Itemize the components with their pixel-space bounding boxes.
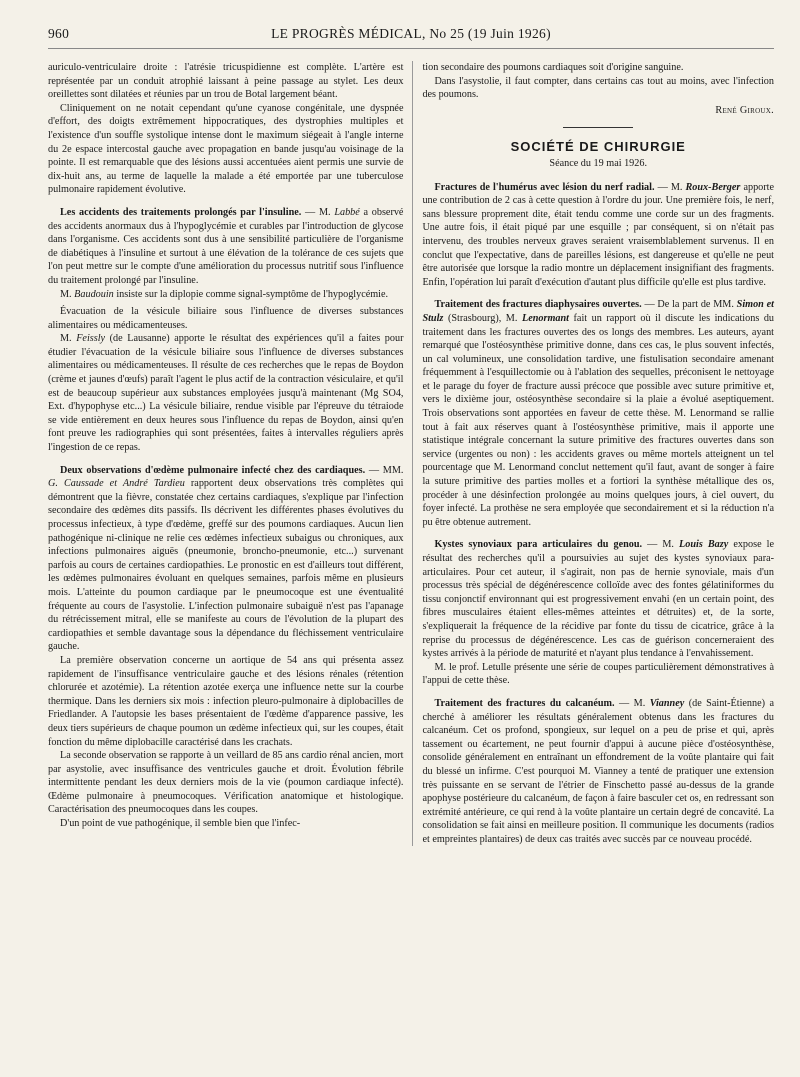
column-divider: [412, 61, 413, 846]
article-title: Fractures de l'humérus avec lésion du nerf radial.: [434, 181, 655, 193]
article-text: (Strasbourg), M.: [447, 312, 518, 324]
article-text: rapportent deux observations très complètes qui démontrent que la fièvre, constatée chez certains cardiaques, s'explique par l'infection secondaire des œdèmes dits passifs. Ils décrivent les différentes phases évolutives du processus infectieux, à type d'œdème, greffé sur des poumons cardiaques. Aucun lien pathogénique ni-clinique ne relie ces œdèmes infectieux subaigus ou chroniques, aux infections pulmonaires aiguës (pneumonie, broncho-pneumonie, etc...) survenant parfois au cours de certaines cardiopathies. Le pronostic en est d'ailleurs tout différent, les œdèmes pulmonaires évoluant en quelques semaines, parfois même en plusieurs mois. L'atteinte du poumon cardiaque par le pneumocoque est une éventualité fréquente au cours de l'asystolie. L'infection pulmonaire subaiguë n'est pas l'apanage du rétrécissement mitral, elle se manifeste au cours de l'évolution de la plupart des cardiopathies et semble davantage sous la dépendance du fléchissement ventriculaire gauche.: [48, 478, 404, 653]
article-text: insiste sur la diplopie comme signal-symptôme de l'hypoglycémie.: [116, 288, 389, 300]
left-column: [48, 61, 403, 846]
society-title: SOCIÉTÉ DE CHIRURGIE: [510, 139, 686, 155]
article-text: fait un rapport où il discute les indications du traitement dans les fractures ouvertes des os longs des membres. Les auteurs, ayant remarqué que l'ostéosynthèse primitive donne, dans ces cas, le plus souvent infectés, un cal volumineux, une consolidation tardive, une fistulisation secondaire amenant fréquemment à l'esquillectomie ou à l'ablation des sequelles, préconisent le nettoyage et le parage du foyer de fracture aussi précoce que possible avec suture primitive et, vers le dixième jour, ostéosynthèse secondaire si la plaie a évolué aseptiquement. Trois observations sont apportées en faveur de cette thèse. M. Lenormand se rallie tout à fait aux réserves quant à l'ostéosynthèse primitive, mais il apporte une statistique intégrale concernant la suture primitive des fractures ouvertes dans son service (urgentes ou non) : les accidents graves ou même mortels atteignent un tel pourcentage que M. Lenormand conclut nettement qu'il faut, avant de songer à faire la suture primitive des parties molles et a fortiori la synthèse métallique des os, procéder à une désinfection prolongée au moins quelques jours, à ciel ouvert, du foyer infecté. La prothèse ne sera employée que secondairement et si la réduction n'a pu être obtenue autrement.: [422, 312, 775, 528]
article-title: Kystes synoviaux para articulaires du genou.: [434, 539, 643, 551]
paragraph: La première observation concerne un aortique de 54 ans qui présenta assez rapidement de l'insuffisance ventriculaire gauche et des lésions rénales (rétention chlorurée et azotémie). La rétention azotée exerça une influence nette sur la courbe thermique. Dans les derniers six mois : infection pleuro-pulmonaire à diplobacilles de Friedlander. A l'autopsie les bases présentaient de l'œdème d'apparence passive, les deux tiers supérieurs de chaque poumon un œdème infectieux qui, sur les coupes, était fonction du même diplobacille caractérisé dans les crachats.: [48, 654, 404, 748]
article-humerus: Fractures de l'humérus avec lésion du nerf radial. — M. Roux-Berger apporte une contribution de 2 cas à cette question à l'ordre du jour. Une première fois, le nerf, sans blessure proprement dite, était tendu comme une corde sur un des fragments. Une autre fois, il était piqué par une esquille ; par conséquent, si on n'était pas intervenu, des troubles nerveux graves seraient vraisemblablement survenus. Il en conclut que l'expectative, dans de pareilles lésions, est dangereuse et qu'elle ne peut être autorisée que lorsque la radio montre un déplacement insignifiant des fragments. Enfin, l'opération lui paraît d'exécution d'autant plus difficile qu'elle est plus tardive.: [422, 181, 775, 288]
paragraph: La seconde observation se rapporte à un veillard de 85 ans cardio rénal ancien, mort par asystolie, avec insuffisance des ventricules gauche et droit. Évolution fébrile intermittente pendant les deux derniers mois de la vie (poumon cardiaque infecté). Œdème pulmonaire à pneumocoques. Vérification anatomique et histologique. Caractérisation des pneumocoques dans les coupes.: [48, 750, 404, 816]
section-rule: [563, 127, 633, 128]
paragraph: D'un point de vue pathogénique, il semble bien que l'infec-: [60, 818, 301, 830]
paragraph: auriculo-ventriculaire droite : l'atrésie tricuspidienne est complète. L'artère est représentée par un conduit atrophié laissant à peine passage au stylet. Les deux oreillettes sont dilatées et réunies par un trou de Botal largement béant.: [48, 62, 404, 101]
article-title: Traitement des fractures diaphysaires ouvertes.: [434, 299, 642, 311]
author: Feissly: [76, 333, 106, 345]
page-number: 960: [48, 26, 70, 41]
article-diaphyseal: Traitement des fractures diaphysaires ouvertes. — De la part de MM. Simon et Stulz (Strasbourg), M. Lenormant fait un rapport où il discute les indications du traitement dans les fractures ouvertes des os longs des membres. Les auteurs, ayant remarqué que l'ostéosynthèse primitive donne, dans ces cas, le plus souvent infectés, un cal volumineux, une consolidation tardive, une fistulisation secondaire amenant fréquemment à l'esquillectomie ou à l'ablation des sequelles, préconisent le nettoyage et le parage du foyer de fracture aussi précoce que possible avec suture primitive et, vers le dixième jour, ostéosynthèse secondaire si la plaie a évolué aseptiquement. Trois observations sont apportées en faveur de cette thèse. M. Lenormand se rallie tout à fait aux réserves quant à l'ostéosynthèse primitive, mais il apporte une statistique intégrale concernant la suture primitive des fractures ouvertes dans son service (urgentes ou non) : les accidents graves ou même mortels atteignent un tel pourcentage que M. Lenormand conclut nettement qu'il faut, avant de songer à faire la suture primitive des parties molles et a fortiori la synthèse métallique des os, procéder à une désinfection prolongée au moins quelques jours, à ciel ouvert, du foyer infecté. La prothèse ne sera employée que secondairement et si la réduction n'a pu être obtenue autrement.: [422, 299, 775, 528]
paragraph: M. Feissly (de Lausanne) apporte le résultat des expériences qu'il a faites pour étudier l'évacuation de la vésicule biliaire sous l'influence de diverses substances alimentaires ou médicamenteuses. Il résulte de ces recherches que le repas de Boydon (crème et jaunes d'œufs) paraît l'agent le plus actif de la contraction vésiculaire, et qu'il est de beaucoup supérieur aux substances employées jusqu'à maintenant (Mg SO4, Ext. d'hypophyse etc...) La vésicule biliaire, rendue visible par l'épreuve du tétraiode se vide entièrement en deux heures sous l'influence du repas de Boydon, ainsi qu'en font preuve les radiographies qui sont présentées, faites à intervalles réguliers après l'ingestion de ce repas.: [48, 333, 404, 454]
columns: [48, 61, 774, 846]
article-text: apporte une contribution de 2 cas à cette question à l'ordre du jour. Une première fois, le nerf, sans blessure proprement dite, était tendu comme une corde sur un des fragments. Une autre fois, il était piqué par une esquille ; par conséquent, si on n'était pas intervenu, des troubles nerveux graves seraient vraisemblablement survenus. Il en conclut que l'expectative, dans de pareilles lésions, est dangereuse et qu'elle ne peut être autorisée que lorsque la radio montre un déplacement insignifiant des fragments. Enfin, l'opération lui paraît d'exécution d'autant plus difficile qu'elle est plus tardive.: [422, 181, 775, 288]
author: Baudouin: [74, 288, 114, 300]
article-calcaneum: Traitement des fractures du calcanéum. — M. Vianney (de Saint-Étienne) a cherché à améliorer les résultats généralement obtenus dans les fractures du calcanéum. Cet os profond, spongieux, sur lequel on a peu de prise et qui, après tassement ou écartement, ne peut fournir d'appui à aucune pièce d'ostéosynthèse, consolide généralement en entraînant un effondrement de la voûte plantaire qui fait du blessé un infirme. C'est pourquoi M. Vianney a tenté de pratiquer une extension très puissante en se servant de l'étrier de Finschetto passé au-dessus de la grande apophyse postérieure du calcanéum, de façon à faire basculer cet os, en redressant son extrémité antérieure, ce qui rend à la voûte plantaire un certain degré de concavité. La consolidation se fait ainsi en meilleure position. Il communique les documents (radios et empreintes plantaires) de deux cas traités avec succès par ce nouveau procédé.: [422, 697, 774, 845]
author: G. Caussade et André Tardieu: [48, 478, 185, 490]
author: Lenormant: [521, 312, 569, 324]
article-text: (de Lausanne) apporte le résultat des expériences qu'il a faites pour étudier l'évacuation de la vésicule biliaire sous l'influence de diverses substances alimentaires ou médicamenteuses. Il résulte de ces recherches que le repas de Boydon (crème et jaunes d'œufs) paraît l'agent le plus actif de la contraction vésiculaire, et qu'il est de beaucoup supérieur aux substances employées jusqu'à maintenant (Mg SO4, Ext. d'hypophyse etc...) La vésicule biliaire, rendue visible par l'épreuve du tétraiode se vide entièrement en deux heures sous l'influence du repas de Boydon, ainsi qu'en font preuve les radiographies qui sont présentées, faites à intervalles réguliers après l'ingestion de ce repas.: [48, 333, 404, 454]
article-knee-cysts: Kystes synoviaux para articulaires du genou. — M. Louis Bazy expose le résultat des recherches qu'il a poursuivies au sujet des kystes synoviaux para-articulaires. Pour cet auteur, il s'agirait, non pas de hernie synoviale, mais d'un processus très spécial de dégénérescence colloïde avec des fontes gélatiniformes du tissu conjonctif environnant qui est progressivement envahi (en un certain point, des fibres musculaires étaient elles-mêmes atteintes et détruites) et, de la sorte, s'expliquerait la fréquence de la récidive par fonte du tissu de cicatrice, grâce à la reprise du processus de dégénérescence. Les cas de guérison concerneraient des kystes arrivés à la période de maturité et n'ayant plus tendance à l'envahissement.: [422, 539, 775, 660]
article-oedema: Deux observations d'œdème pulmonaire infecté chez des cardiaques. — MM. G. Caussade et André Tardieu rapportent deux observations très complètes qui démontrent que la fièvre, constatée chez certains cardiaques, s'explique par l'infection secondaire des œdèmes dits passifs. Ils décrivent les différentes phases évolutives du processus infectieux, à type d'œdème, greffé sur des poumons cardiaques. Aucun lien pathogénique ni-clinique ne relie ces œdèmes infectieux subaigus ou chroniques, aux infections pulmonaires aiguës (pneumonie, broncho-pneumonie, etc...) survenant parfois au cours de certaines cardiopathies. Le pronostic en est d'ailleurs tout différent, les œdèmes pulmonaires évoluant en quelques semaines, parfois même en plusieurs mois. L'atteinte du poumon cardiaque par le pneumocoque est une éventualité fréquente au cours de l'asystolie. L'infection pulmonaire subaiguë n'est pas l'apanage du rétrécissement mitral, elle se manifeste au cours de l'évolution de la plupart des cardiopathies et semble davantage sous la dépendance du fléchissement ventriculaire gauche.: [48, 464, 404, 653]
article-text: a observé des accidents anormaux dus à l'hypoglycémie et curables par l'introduction de glycose dans l'organisme. Ces accidents sont dus à une sensibilité particulière de l'organisme de diabétiques à l'insuline et surtout à une élévation de la tolérance de ces sujets que l'on peut mettre sur le compte d'une amélioration du processus nutritif sous l'influence du traitement prolongé par l'insuline.: [48, 206, 404, 286]
author: Simon et Stulz: [422, 299, 774, 324]
author: Louis Bazy: [679, 539, 729, 551]
paragraph: M. le prof. Letulle présente une série de coupes particulièrement démonstratives à l'appui de cette thèse.: [422, 661, 774, 687]
journal-title: LE PROGRÈS MÉDICAL, No 25 (19 Juin 1926): [271, 26, 551, 41]
right-column: [422, 61, 774, 846]
author: Vianney: [649, 697, 685, 709]
author: Labbé: [334, 206, 360, 218]
paragraph: M. Baudouin insiste sur la diplopie comme signal-symptôme de l'hypoglycémie.: [60, 288, 389, 300]
paragraph: Cliniquement on ne notait cependant qu'une cyanose congénitale, une dyspnée d'effort, des doigts extrêmement hippocratiques, des dystrophies multiples et l'existence d'un souffle systolique intense dont le maximum siégeait à l'angle interne du 2e espace intercostal gauche avec propagation en bande jusqu'au voisinage de la pointe. Il est remarquable que des lésions aussi accentuées aient permis une survie de dix-huit ans, au terme de laquelle la malade a été emportée par une tuberculose pulmonaire rapidement évolutive.: [48, 102, 404, 196]
article-text: (de Saint-Étienne) a cherché à améliorer les résultats généralement obtenus dans les fractures du calcanéum. Cet os profond, spongieux, sur lequel on a peu de prise et qui, après tassement ou écartement, ne peut fournir d'appui à aucune pièce d'ostéosynthèse, consolide généralement en entraînant un effondrement de la voûte plantaire qui fait du blessé un infirme. C'est pourquoi M. Vianney a tenté de pratiquer une extension très puissante en se servant de l'étrier de Finschetto passé au-dessus de la grande apophyse postérieure du calcanéum, de façon à faire basculer cet os, en redressant son extrémité antérieure, ce qui rend à la voûte plantaire un certain degré de concavité. La consolidation se fait ainsi en meilleure position. Il communique les documents (radios et empreintes plantaires) de deux cas traités avec succès par ce nouveau procédé.: [422, 697, 774, 845]
paragraph: tion secondaire des poumons cardiaques soit d'origine sanguine.: [422, 62, 684, 73]
signature: René Giroux.: [715, 104, 774, 116]
article-insulin: Les accidents des traitements prolongés par l'insuline. — M. Labbé a observé des accidents anormaux dus à l'hypoglycémie et curables par l'introduction de glycose dans l'organisme. Ces accidents sont dus à une sensibilité particulière de l'organisme de diabétiques à l'insuline et surtout à une élévation de la tolérance de ces sujets que l'on peut mettre sur le compte d'une amélioration du processus nutritif sous l'influence du traitement prolongé par l'insuline.: [48, 206, 404, 286]
article-title: Les accidents des traitements prolongés par l'insuline.: [60, 206, 302, 218]
paragraph: Dans l'asystolie, il faut compter, dans certains cas tout au moins, avec l'infection des poumons.: [422, 75, 774, 101]
article-title: Traitement des fractures du calcanéum.: [434, 697, 615, 709]
article-title: Deux observations d'œdème pulmonaire infecté chez des cardiaques.: [60, 464, 366, 476]
article-text: expose le résultat des recherches qu'il a poursuivies au sujet des kystes synoviaux para-articulaires. Pour cet auteur, il s'agirait, non pas de hernie synoviale, mais d'un processus très spécial de dégénérescence colloïde avec des fontes gélatiniformes du tissu conjonctif environnant qui est progressivement envahi (en un certain point, des fibres musculaires étaient elles-mêmes atteintes et détruites) et, de la sorte, s'expliquerait la fréquence de la récidive par fonte du tissu de cicatrice, grâce à la reprise du processus de dégénérescence. Les cas de guérison concerneraient des kystes arrivés à la période de maturité et n'ayant plus tendance à l'envahissement.: [422, 539, 775, 660]
session-date: Séance du 19 mai 1926.: [549, 157, 648, 169]
author: Roux-Berger: [685, 181, 741, 193]
article-title: Évacuation de la vésicule biliaire sous l'influence de diverses substances alimentaires ou médicamenteuses.: [48, 306, 404, 331]
running-header: [48, 26, 774, 49]
